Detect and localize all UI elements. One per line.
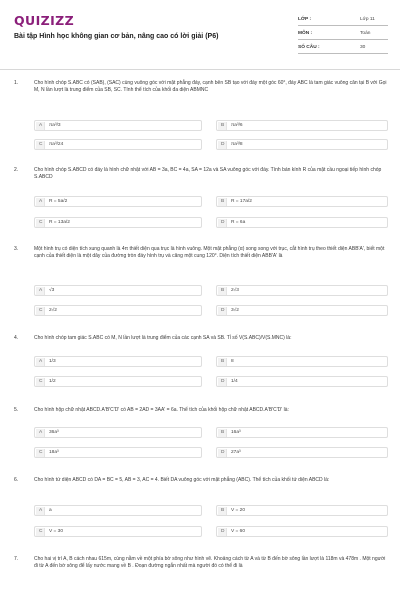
question-text: Cho hình hộp chữ nhật ABCD.A'B'C'D' có AB = 2AD = 3AA' = 6a. Thể tích của khối hộp chữ nhật ABCD.A'B'C'D' là: — [34, 407, 289, 413]
option-text: R = 17a/2 — [231, 199, 252, 204]
option-text: πa³/3 — [49, 123, 61, 128]
option-text: πa³/24 — [49, 142, 64, 147]
option-a[interactable]: A R = 5a/2 — [34, 196, 202, 207]
option-c[interactable]: C 1/2 — [34, 376, 202, 387]
option-text: R = 6a — [231, 220, 246, 225]
option-a[interactable]: A πa³/3 — [34, 120, 202, 131]
question-number: 2. — [14, 167, 19, 173]
meta-divider — [298, 39, 388, 40]
question-number: 6. — [14, 477, 19, 483]
option-d[interactable]: D 3√2 — [216, 305, 388, 316]
option-text: 16a³ — [231, 430, 241, 435]
option-text: a — [49, 508, 52, 513]
meta-subject-value: Toán — [360, 31, 371, 36]
option-text: 1/4 — [231, 379, 238, 384]
question-text: Cho hình chóp tam giác S.ABC có M, N lần lượt là trung điểm của các cạnh SA và SB. Tỉ số V(S.ABC)/V(S.MNC) là: — [34, 335, 292, 341]
meta-class-value: Lớp 11 — [360, 17, 375, 22]
option-text: 18a³ — [49, 450, 59, 455]
question-text: Cho hai vị trí A, B cách nhau 615m, cùng nằm về một phía bờ sông như hình vẽ. Khoảng cách từ A và từ B đến bờ sông lần lượt là 118m và 478m . Một người đi từ A đến bờ sông để lấy nước mang về B . Đoạn đường ngắn nhất mà người đó có thể đi là — [34, 556, 386, 570]
option-c[interactable]: C πa³/24 — [34, 139, 202, 150]
option-d[interactable]: D 1/4 — [216, 376, 388, 387]
option-text: 8 — [231, 359, 234, 364]
option-a[interactable]: A 36a³ — [34, 427, 202, 438]
meta-divider — [298, 25, 388, 26]
option-text: 2√2 — [49, 308, 57, 313]
option-text: V = 20 — [231, 508, 246, 513]
worksheet-header — [0, 0, 400, 66]
option-a[interactable]: A 1/3 — [34, 356, 202, 367]
option-text: πa³/8 — [231, 142, 243, 147]
option-text: 2√3 — [231, 288, 239, 293]
meta-class-label: LỚP : — [298, 17, 312, 22]
option-text: R = 5a/2 — [49, 199, 68, 204]
option-text: 1/3 — [49, 359, 56, 364]
option-b[interactable]: B πa³/6 — [216, 120, 388, 131]
header-divider — [0, 69, 400, 70]
option-text: V = 60 — [231, 529, 246, 534]
question-text: Cho hình chóp S.ABCD có đáy là hình chữ nhật với AB = 3a, BC = 4a, SA = 12a và SA vuông góc với đáy. Tính bán kính R của mặt cầu ngoại tiếp hình chóp S.ABCD — [34, 167, 382, 181]
option-c[interactable]: C 2√2 — [34, 305, 202, 316]
option-b[interactable]: B R = 17a/2 — [216, 196, 388, 207]
option-c[interactable]: C V = 30 — [34, 526, 202, 537]
question-text: Một hình trụ có diện tích xung quanh là 4π thiết diện qua trục là hình vuông. Một mặt phẳng (α) song song với trục, cắt hình trụ theo thiết diện ABB'A', biết một cạnh của thiết diện là một dây của đường tròn đáy hình trụ và căng một cung 120°. Diện tích thiết diện ABB'A' là — [34, 246, 385, 260]
option-d[interactable]: D R = 6a — [216, 217, 388, 228]
option-b[interactable]: B V = 20 — [216, 505, 388, 516]
option-b[interactable]: B 2√3 — [216, 285, 388, 296]
option-text: 36a³ — [49, 430, 59, 435]
meta-subject-label: MÔN : — [298, 31, 313, 36]
option-d[interactable]: D πa³/8 — [216, 139, 388, 150]
meta-divider — [298, 53, 388, 54]
question-number: 4. — [14, 335, 19, 341]
meta-count-label: SỐ CÂU : — [298, 45, 320, 50]
question-number: 7. — [14, 556, 19, 562]
option-c[interactable]: C 18a³ — [34, 447, 202, 458]
option-b[interactable]: B 8 — [216, 356, 388, 367]
question-number: 3. — [14, 246, 19, 252]
option-text: 1/2 — [49, 379, 56, 384]
option-text: πa³/6 — [231, 123, 243, 128]
option-a[interactable]: A √3 — [34, 285, 202, 296]
option-text: 3√2 — [231, 308, 239, 313]
option-c[interactable]: C R = 13a/2 — [34, 217, 202, 228]
question-text: Cho hình tứ diện ABCD có DA = BC = 5, AB = 3, AC = 4. Biết DA vuông góc với mặt phẳng (ABC). Thể tích của khối tứ diện ABCD là: — [34, 477, 330, 483]
option-b[interactable]: B 16a³ — [216, 427, 388, 438]
question-number: 1. — [14, 80, 19, 86]
quizizz-logo: QUIZIZZ — [14, 13, 75, 28]
question-number: 5. — [14, 407, 19, 413]
question-text: Cho hình chóp S.ABC có (SAB), (SAC) cùng vuông góc với mặt phẳng đáy, cạnh bên SB tạo với đáy một góc 60°, đáy ABC là tam giác vuông cân tại B với Gọi M, N lần lượt là trung điểm của SB, SC. Tính thể tích của khối đa diện ABMNC — [34, 80, 387, 94]
option-text: √3 — [49, 288, 55, 293]
worksheet-title: Bài tập Hình học không gian cơ bản, nâng cao có lời giải (P6) — [14, 33, 219, 40]
option-text: R = 13a/2 — [49, 220, 70, 225]
option-a[interactable]: A a — [34, 505, 202, 516]
option-d[interactable]: D 27a³ — [216, 447, 388, 458]
meta-count-value: 30 — [360, 45, 366, 50]
option-d[interactable]: D V = 60 — [216, 526, 388, 537]
option-text: V = 30 — [49, 529, 64, 534]
option-text: 27a³ — [231, 450, 241, 455]
